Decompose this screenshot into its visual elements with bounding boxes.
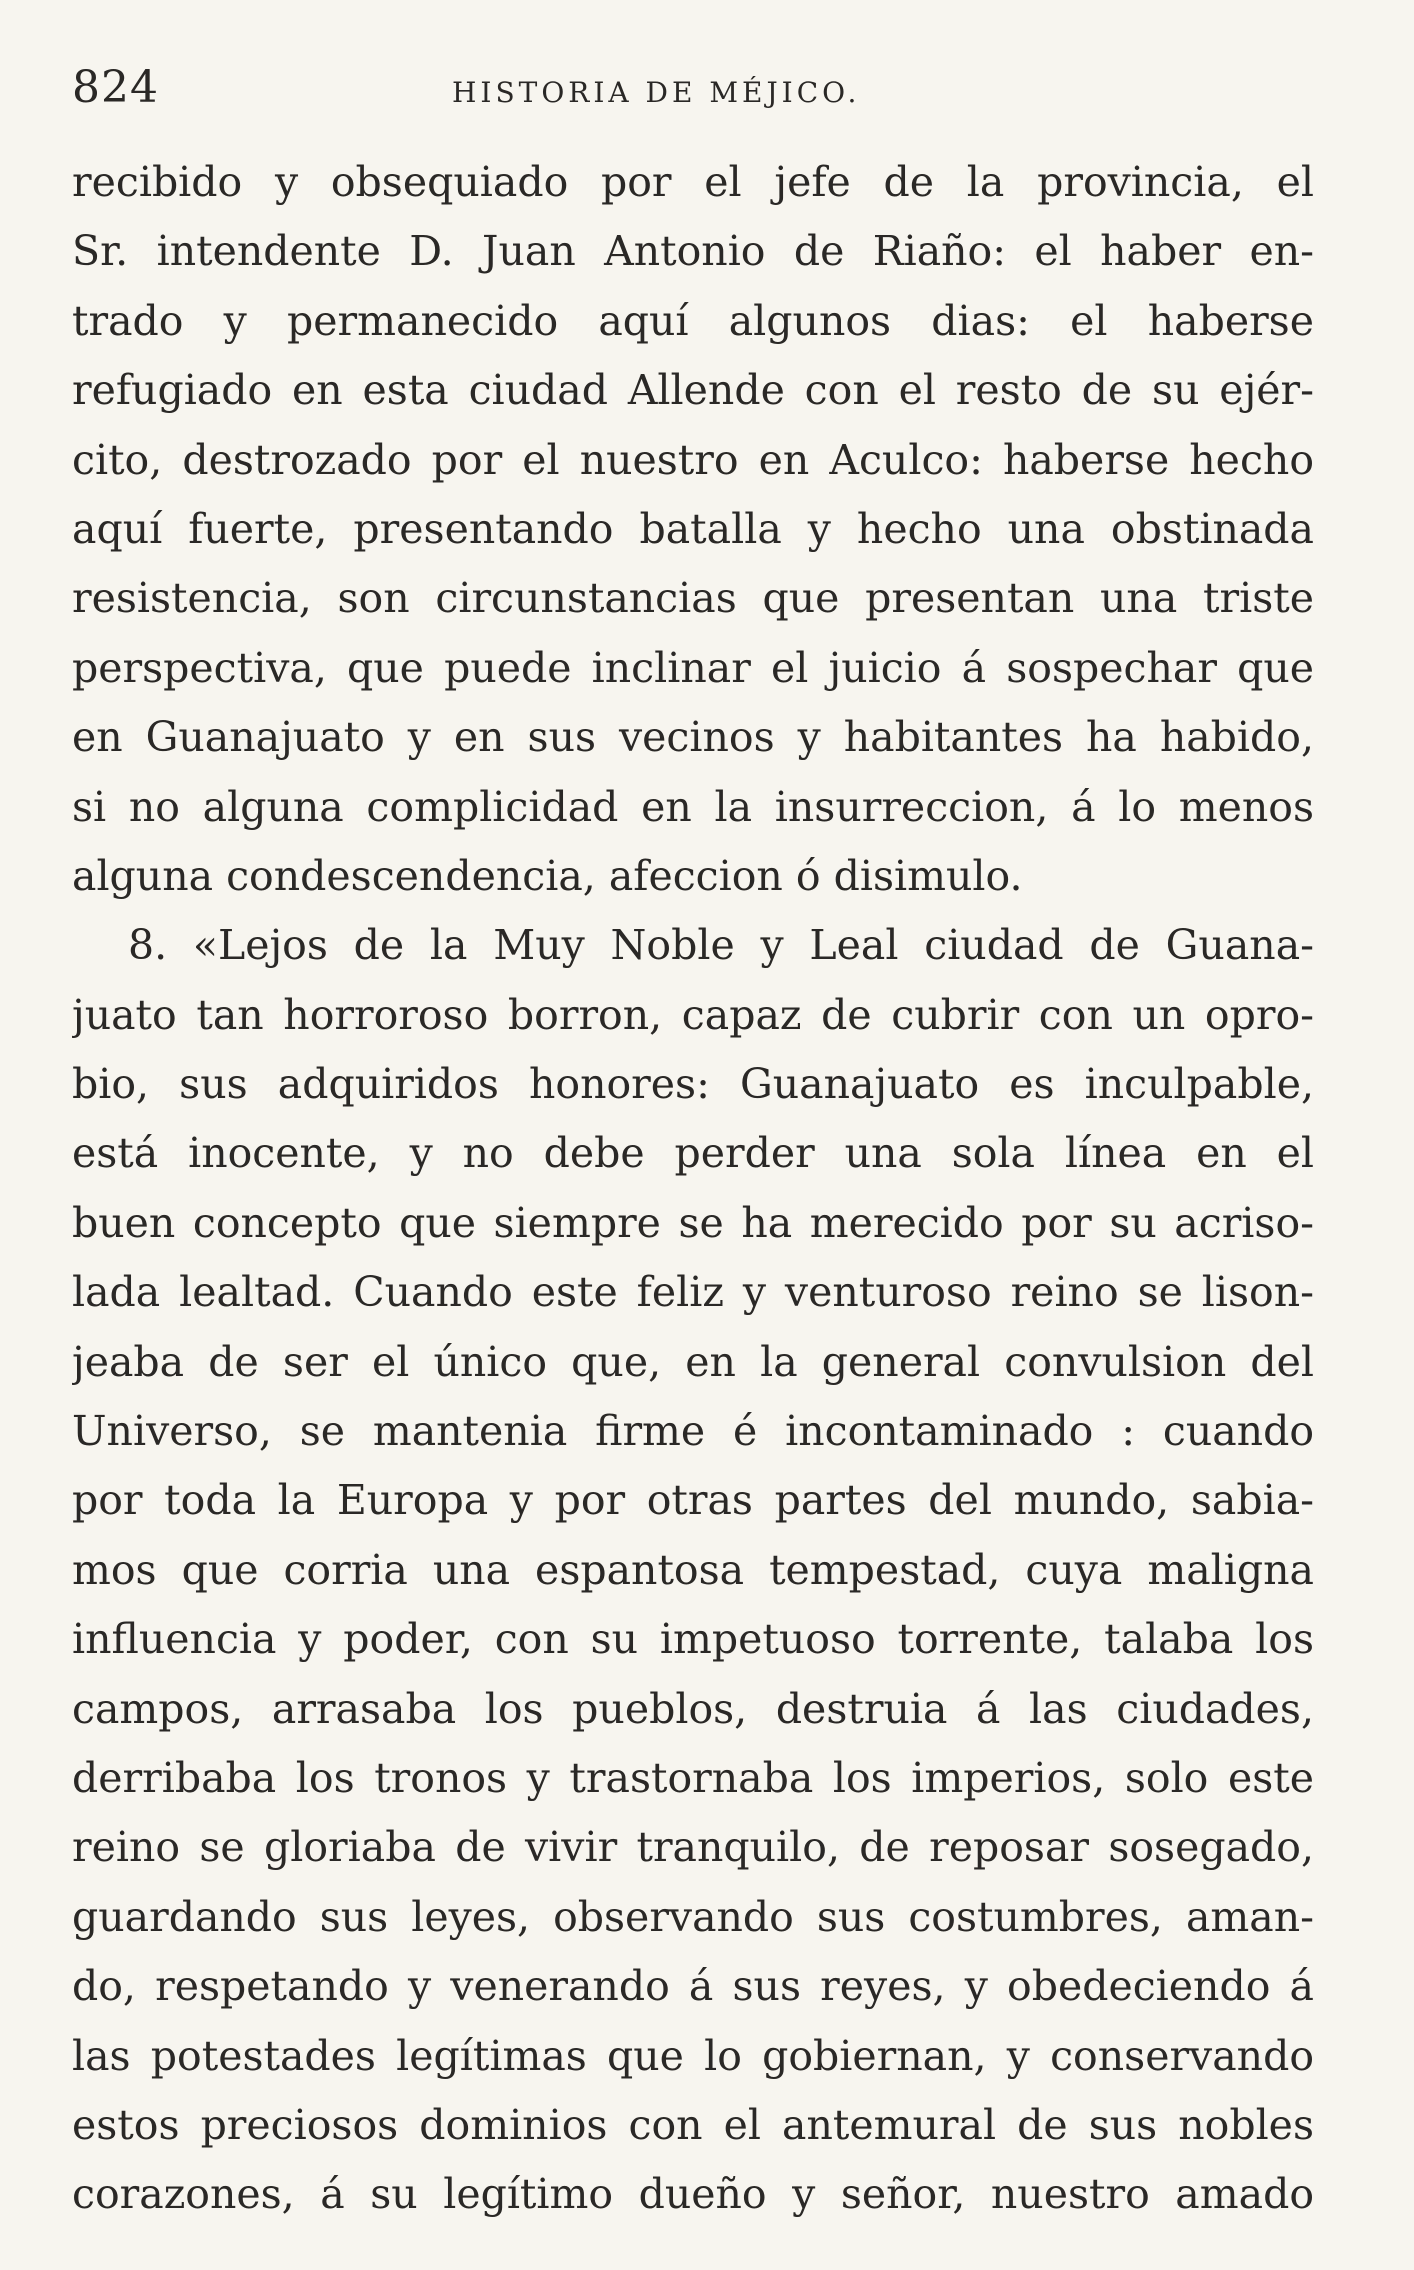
text-line: por toda la Europa y por otras partes del mundo, sabia- bbox=[72, 1476, 1314, 1525]
text-line: do, respetando y venerando á sus reyes, y obedeciendo á bbox=[72, 1962, 1314, 2011]
running-title: HISTORIA DE MÉJICO. bbox=[452, 76, 861, 109]
text-line: jeaba de ser el único que, en la general convulsion del bbox=[72, 1337, 1314, 1386]
text-line: derribaba los tronos y trastornaba los imperios, solo este bbox=[72, 1753, 1314, 1802]
text-line: está inocente, y no debe perder una sola línea en el bbox=[72, 1129, 1314, 1178]
text-line: guardando sus leyes, observando sus costumbres, aman- bbox=[72, 1892, 1314, 1941]
text-line: perspectiva, que puede inclinar el juicio á sospechar que bbox=[72, 643, 1314, 692]
text-line: en Guanajuato y en sus vecinos y habitantes ha habido, bbox=[72, 713, 1314, 762]
text-line: corazones, á su legítimo dueño y señor, nuestro amado bbox=[72, 2170, 1314, 2219]
text-line: las potestades legítimas que lo gobiernan, y conservando bbox=[72, 2031, 1314, 2080]
text-line: influencia y poder, con su impetuoso torrente, talaba los bbox=[72, 1615, 1314, 1664]
text-line: resistencia, son circunstancias que presentan una triste bbox=[72, 574, 1314, 623]
text-line: buen concepto que siempre se ha merecido por su acriso- bbox=[72, 1198, 1314, 1247]
text-line: si no alguna complicidad en la insurreccion, á lo menos bbox=[72, 782, 1314, 831]
page-number: 824 bbox=[72, 62, 159, 113]
text-line: aquí fuerte, presentando batalla y hecho una obstinada bbox=[72, 504, 1314, 553]
page-header bbox=[72, 62, 1314, 122]
text-line: lada lealtad. Cuando este feliz y venturoso reino se lison- bbox=[72, 1268, 1314, 1317]
text-line: alguna condescendencia, afeccion ó disimulo. bbox=[72, 851, 1023, 900]
text-line: bio, sus adquiridos honores: Guanajuato es inculpable, bbox=[72, 1060, 1314, 1109]
text-line: reino se gloriaba de vivir tranquilo, de reposar sosegado, bbox=[72, 1823, 1314, 1872]
text-line: mos que corria una espantosa tempestad, cuya maligna bbox=[72, 1545, 1314, 1594]
text-line: juato tan horroroso borron, capaz de cubrir con un opro- bbox=[72, 990, 1314, 1039]
text-line: Universo, se mantenia firme é incontaminado : cuando bbox=[72, 1407, 1314, 1456]
text-line: 8. «Lejos de la Muy Noble y Leal ciudad de Guana- bbox=[128, 921, 1314, 970]
text-line: Sr. intendente D. Juan Antonio de Riaño: el haber en- bbox=[72, 227, 1314, 276]
text-line: recibido y obsequiado por el jefe de la provincia, el bbox=[72, 158, 1314, 206]
text-line: refugiado en esta ciudad Allende con el resto de su ejér- bbox=[72, 366, 1314, 415]
text-line: estos preciosos dominios con el antemural de sus nobles bbox=[72, 2100, 1314, 2149]
text-line: trado y permanecido aquí algunos dias: el haberse bbox=[72, 296, 1314, 345]
body-text bbox=[72, 148, 1314, 2230]
text-line: campos, arrasaba los pueblos, destruia á las ciudades, bbox=[72, 1684, 1314, 1733]
text-line: cito, destrozado por el nuestro en Aculco: haberse hecho bbox=[72, 435, 1314, 484]
